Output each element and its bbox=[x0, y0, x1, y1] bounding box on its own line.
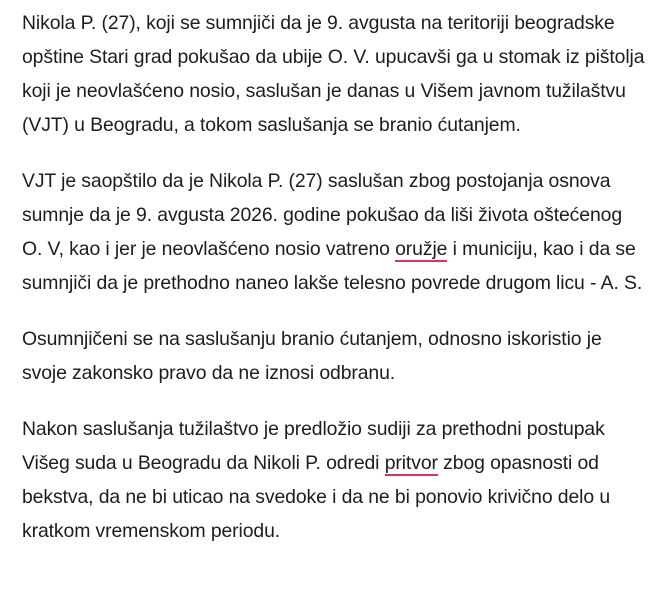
article-paragraph-3 bbox=[22, 322, 646, 390]
paragraph-1-text: Nikola P. (27), koji se sumnjiči da je 9. avgusta na teritoriji beogradske opštine Stari grad pokušao da ubije O. V. upucavši ga u stomak iz pištolja koji je neovlašćeno nosio, saslušan je danas u Višem javnom tužilaštvu (VJT) u Beogradu, a tokom saslušanja se branio ćutanjem. bbox=[22, 12, 645, 136]
article-paragraph-2 bbox=[22, 164, 646, 300]
paragraph-2-text-before: VJT je saopštilo da je Nikola P. (27) saslušan zbog postojanja osnova sumnje da je 9. avgusta 2026. godine pokušao da liši života oštećenog O. V, kao i jer je neovlašćeno nosio vatreno bbox=[22, 170, 623, 260]
paragraph-2-text-after: i municiju, kao i da se sumnjiči da je prethodno naneo lakše telesno povrede drugom licu - A. S. bbox=[22, 238, 643, 294]
paragraph-4-text-after: zbog opasnosti od bekstva, da ne bi uticao na svedoke i da ne bi ponovio krivično delo u kratkom vremenskom periodu. bbox=[22, 452, 611, 542]
paragraph-3-text: Osumnjičeni se na saslušanju branio ćutanjem, odnosno iskoristio je svoje zakonsko pravo da ne iznosi odbranu. bbox=[22, 328, 602, 384]
article-body bbox=[22, 6, 646, 548]
link-oruzje[interactable]: oružje bbox=[395, 238, 448, 260]
article-paragraph-1 bbox=[22, 6, 646, 142]
paragraph-4-text-before: Nakon saslušanja tužilaštvo je predložio sudiji za prethodni postupak Višeg suda u Beogradu da Nikoli P. odredi bbox=[22, 418, 605, 474]
article-paragraph-4 bbox=[22, 412, 646, 548]
link-pritvor[interactable]: pritvor bbox=[384, 452, 438, 474]
